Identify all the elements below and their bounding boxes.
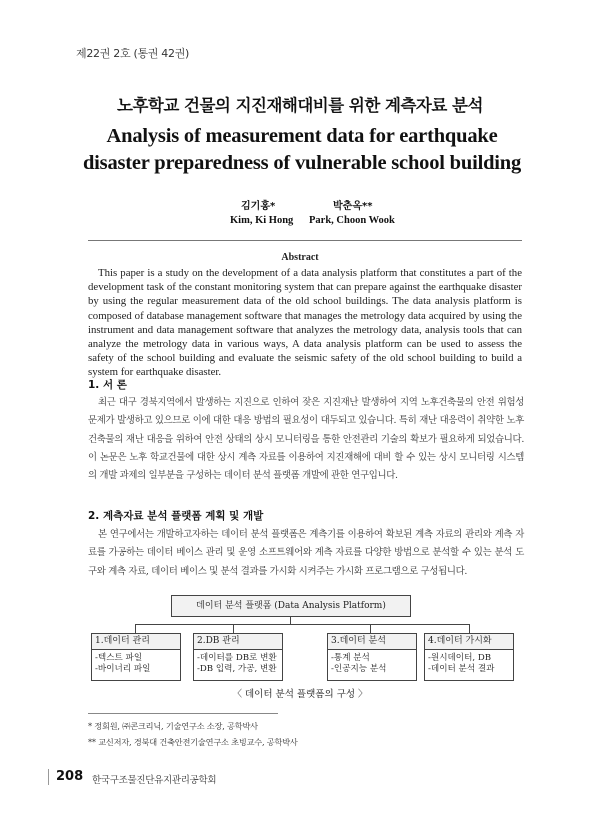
abstract-text: This paper is a study on the development of a data analysis platform that constitutes a part of the development task of the constant monitoring system that can prepare against the earthquake disaster by using the regular measurement data of the old school buildings. The data analysis platform is composed of database management software that manages the metrology data acquired by using the instrument and data management software that analyzes the metrology data, analysis tools that can analyze the metrology data in various ways, A data analysis platform can be used to assess the safety of the school building and evaluate the seismic safety of the old school building to build a system for earthquake disaster.	[88, 267, 522, 379]
connector-mid-right	[370, 624, 371, 633]
component-item: -원시데이터, DB	[428, 653, 492, 663]
platform-box: 데이터 분석 플랫폼 (Data Analysis Platform)	[171, 595, 411, 617]
component-item: -인공지능 분석	[331, 664, 387, 674]
section-1-text: 최근 대구 경북지역에서 발생하는 지진으로 인하여 잦은 지진재난 발생하여 지역 노후건축물의 안전 위험성 문제가 발생하고 있으므로 이에 대한 대응 방법의 필요성이 대두되고 있습니다. 특히 재난 대응력이 취약한 노후 건축물의 재난 대응을 위하여 안전 상태의 상시 모니터링을 통한 안전관리 기술의 확보가 필요하게 되었습니다. 이 논문은 노후 학교건물에 대한 상시 계측 자료를 이용하여 지진재해에 대비 할 수 있는 상시 모니터링 시스템의 개발 과제의 일부분을 구성하는 데이터 분석 플랫폼 개발에 관한 연구입니다.	[88, 397, 524, 482]
divider	[88, 240, 522, 241]
journal-name: 한국구조물진단유지관리공학회	[92, 775, 217, 786]
title-english: Analysis of measurement data for earthquake disaster preparedness of vulnerable school building	[82, 125, 522, 174]
author-2-korean: 박춘옥**	[333, 201, 373, 212]
page-number: 208	[56, 769, 84, 784]
platform-stem	[290, 616, 291, 624]
component-box-data-visualization	[424, 633, 514, 681]
component-item: -텍스트 파일	[95, 653, 143, 663]
component-label: 2.DB 관리	[194, 634, 282, 650]
diagram-caption: 〈 데이터 분석 플랫폼의 구성 〉	[232, 689, 368, 700]
component-item: -데이터 분석 결과	[428, 664, 495, 674]
component-item: -바이너리 파일	[95, 664, 151, 674]
abstract-heading: Abstract	[281, 252, 319, 263]
component-box-data-analysis	[327, 633, 417, 681]
footnote-divider	[88, 713, 278, 714]
component-item: -통계 분석	[331, 653, 370, 663]
connector-mid-left	[233, 624, 234, 633]
section-2-heading: 2. 계측자료 분석 플랫폼 계획 및 개발	[88, 510, 264, 522]
component-box-db-management	[193, 633, 283, 681]
title-korean: 노후학교 건물의 지진재해대비를 위한 계측자료 분석	[117, 96, 483, 115]
footnote-1: * 정회원, ㈜콘크리닉, 기술연구소 소장, 공학박사	[88, 721, 258, 731]
author-1-english: Kim, Ki Hong	[230, 215, 294, 226]
issue-header: 제22권 2호 (통권 42권)	[76, 47, 190, 60]
diagram-connector	[135, 624, 470, 634]
component-label: 1.데이터 관리	[92, 634, 180, 650]
page-number-bar	[48, 769, 49, 785]
component-label: 3.데이터 분석	[328, 634, 416, 650]
footnote-2: ** 교신저자, 경북대 건축안전기술연구소 초빙교수, 공학박사	[88, 737, 298, 747]
author-1-korean: 김기홍*	[241, 201, 276, 212]
component-item: -데이터를 DB로 변환	[197, 653, 277, 663]
section-2-text: 본 연구에서는 개발하고자하는 데이터 분석 플랫폼은 계측기를 이용하여 확보된 계측 자료의 관리와 계측 자료를 가공하는 데이터 베이스 관리 및 운영 소프트웨어와 계측 자료를 다양한 방법으로 분석할 수 있는 분석 도구와 계측 자료, 데이터 베이스 및 분석 결과를 가시화 시켜주는 가시화 프로그램으로 구성됩니다.	[88, 529, 524, 577]
component-box-data-management	[91, 633, 181, 681]
component-label: 4.데이터 가시화	[425, 634, 513, 650]
component-item: -DB 입력, 가공, 변환	[197, 664, 277, 674]
author-2-english: Park, Choon Wook	[309, 215, 395, 226]
section-1-heading: 1. 서 론	[88, 379, 127, 391]
